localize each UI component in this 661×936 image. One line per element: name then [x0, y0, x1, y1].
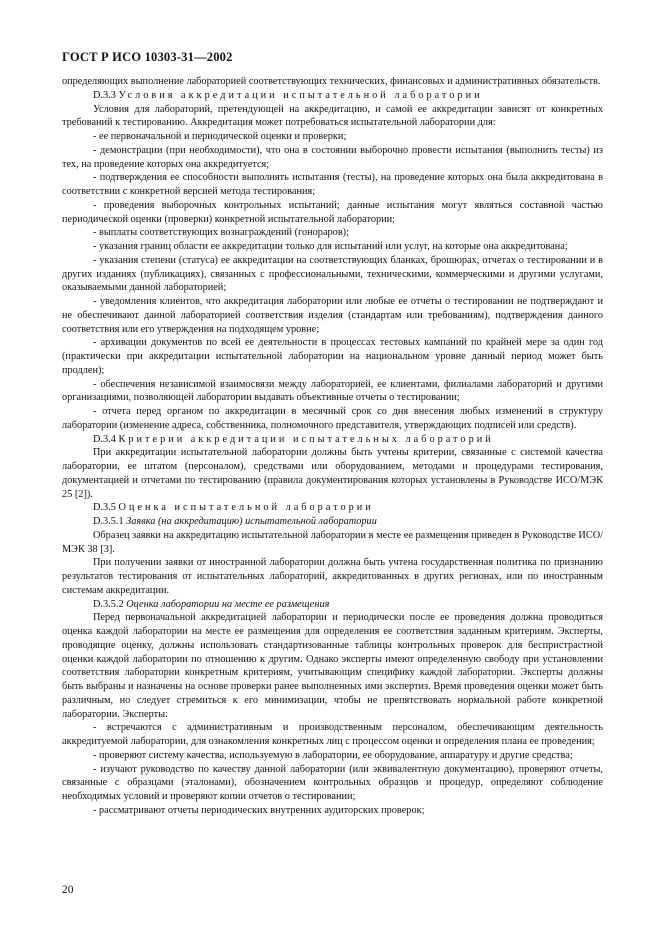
section-heading-d34 — [62, 433, 603, 447]
page-number: 20 — [62, 884, 74, 896]
section-title: Заявка (на аккредитацию) испытательной лаборатории — [126, 516, 377, 527]
list-item: - обеспечения независимой взаимосвязи между лабораторией, ее клиентами, филиалами лабораторий и другими организациями, позволяющей лаборатории выдавать объективные отчеты о тестировании; — [62, 378, 603, 404]
list-item: - указания степени (статуса) ее аккредитации на соответствующих бланках, брошюрах, отчетах о тестировании и в других изданиях (публикациях), связанных с профессиональными, техническими, коммерческими и другими услугами, оказываемыми данной лабораторией; — [62, 254, 603, 294]
page-content — [62, 75, 603, 818]
list-item: - уведомления клиентов, что аккредитация лаборатории или любые ее отчеты о тестировании не подтверждают и не обеспечивают данной лабораторией соответствия изделия (стандартам или требованиям), подтверждения данного соответствия или его утверждения на подходящем уровне; — [62, 296, 603, 335]
page-header: ГОСТ Р ИСО 10303-31—2002 — [62, 50, 233, 64]
section-title: Условия аккредитации испытательной лаборатории — [118, 89, 483, 101]
list-item: - встречаются с административным и производственным персоналом, обеспечивающим деятельность аккредитуемой лаборатории, для ознакомления конкретных лиц с процессом оценки и определения плана ее проведения; — [62, 722, 603, 747]
list-item: - изучают руководство по качеству данной лаборатории (или эквивалентную документацию), проверяют отчеты, связанные с образцами (эталонами), обозначением контрольных образцов и процедур, определяют соблюдение необходимых условий и проверяют копии отчетов о тестировании; — [62, 763, 603, 802]
paragraph: При получении заявки от иностранной лаборатории должна быть учтена государственная политика по признанию результатов тестирования от испытательных лабораторий, аккредитованных в других регионах, или по иностранным системам аккредитации. — [62, 557, 603, 596]
section-number: D.3.3 — [93, 89, 116, 101]
section-number: D.3.4 — [93, 433, 116, 445]
list-item: - указания границ области ее аккредитации только для испытаний или услуг, на которые она аккредитована; — [93, 241, 568, 252]
subsection-heading-d351 — [62, 515, 603, 529]
paragraph: Перед первоначальной аккредитацией лаборатории и периодически после ее проведения должна проводиться оценка каждой лаборатории на месте ее размещения для определения ее соответствия заданным критериям. Эксперты, проводящие оценку, должны использовать стандартизованные таблицы контрольных проверок для беспристрастной оценки каждой лаборатории по отношению к другим. Однако эксперты имеют определенную свободу при установлении соответствия лаборатории конкретным критериям, учитывающим специфику каждой лаборатории. Эксперты должны быть выбраны и назначены на основе проверки ранее выполненных ими экспертиз. Время проведения оценки может быть различным, но следует стремиться к его минимизации, чтобы не препятствовать нормальной работе конкретной лаборатории. Эксперты: — [62, 612, 603, 720]
paragraph: определяющих выполнение лабораторией соответствующих технических, финансовых и административных обязательств. — [62, 76, 601, 87]
list-item: - демонстрации (при необходимости), что она в состоянии выборочно провести испытания (выполнить тесты) из тех, на проведение которых она аккредитуется; — [62, 144, 603, 170]
list-item: - выплаты соответствующих вознаграждений (гонораров); — [93, 227, 349, 239]
section-number: D.3.5 — [93, 502, 116, 514]
list-item: - отчета перед органом по аккредитации в месячный срок со дня внесения любых изменений в структуру лаборатории (изменение адреса, собственника, полномочного представителя, утверждающих подписей или средств). — [62, 406, 603, 431]
section-title: Оценка испытательной лаборатории — [118, 502, 374, 514]
subsection-heading-d352 — [62, 598, 603, 612]
section-heading-d35 — [62, 501, 603, 515]
paragraph: При аккредитации испытательной лаборатории должны быть учтены критерии, связанные с системой качества лаборатории, ее штатом (персоналом), средствами или оборудованием, методами и процедурами тестирования, документацией и отчетами по тестированию (правила документирования которых установлены в Руководстве ИСО/МЭК 25 [2]). — [62, 447, 603, 500]
list-item: - проверяют систему качества, используемую в лаборатории, ее оборудование, аппаратуру и другие средства; — [93, 749, 573, 761]
section-number: D.3.5.2 — [93, 598, 124, 610]
section-number: D.3.5.1 — [93, 516, 124, 527]
section-title: Критерии аккредитации испытательных лабораторий — [118, 433, 494, 445]
paragraph: Образец заявки на аккредитацию испытательной лаборатории в месте ее размещения приведен в Руководстве ИСО/МЭК 38 [3]. — [62, 529, 603, 555]
list-item: - подтверждения ее способности выполнять испытания (тесты), на проведение которых она была аккредитована в соответствии с конкретной версией метода тестирования; — [62, 172, 603, 197]
list-item: - архивации документов по всей ее деятельности в процессах тестовых кампаний по крайней мере за один год (практически при аккредитации испытательной лаборатории на национальном уровне данный период может быть продлен); — [62, 337, 603, 376]
list-item: - проведения выборочных контрольных испытаний; данные испытания могут являться составной частью периодической оценки (проверки) конкретной испытательной лаборатории; — [62, 199, 603, 225]
paragraph: Условия для лабораторий, претендующей на аккредитацию, и самой ее аккредитации зависят от конкретных требований к тестированию. Аккредитация может потребоваться испытательной лаборатории для: — [62, 103, 603, 129]
list-item: - рассматривают отчеты периодических внутренних аудиторских проверок; — [93, 804, 425, 816]
section-title: Оценка лаборатории на месте ее размещения — [126, 598, 330, 610]
section-heading-d33 — [62, 89, 603, 103]
list-item: - ее первоначальной и периодической оценки и проверки; — [93, 131, 347, 142]
